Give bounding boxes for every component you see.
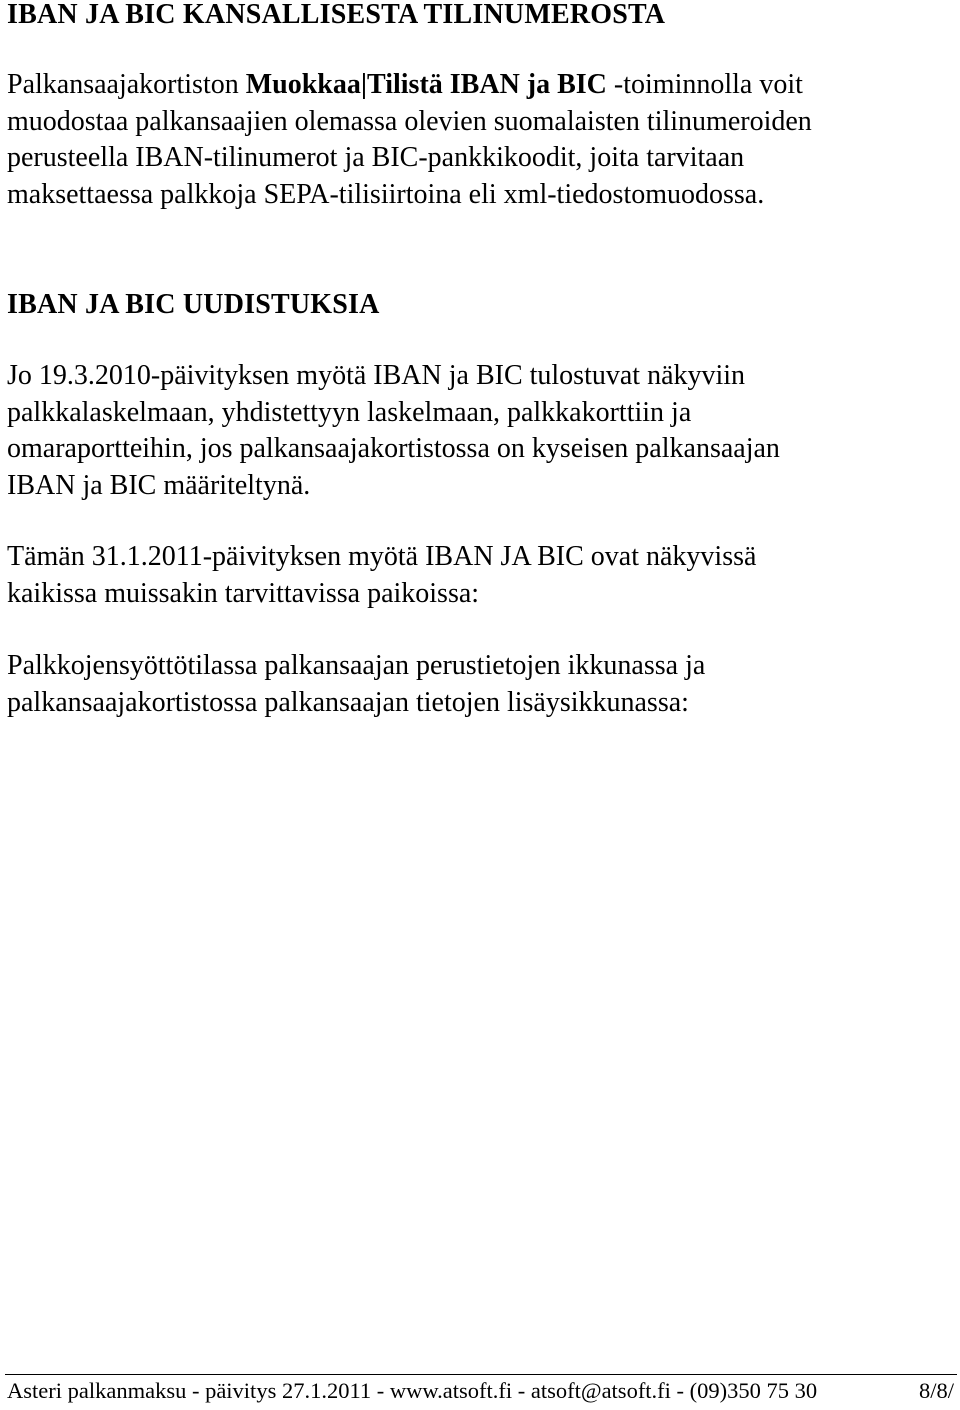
footer-divider: [5, 1374, 957, 1375]
menu-path: Muokkaa|Tilistä IBAN ja BIC: [245, 69, 607, 100]
footer-text: Asteri palkanmaksu - päivitys 27.1.2011 - www.atsoft.fi - atsoft@atsoft.fi - (09)350 75 30: [7, 1378, 818, 1403]
paragraph-line: Tämän 31.1.2011-päivityksen myötä IBAN JA BIC ovat näkyvissä: [7, 541, 757, 572]
intro-text: Palkansaajakortiston: [7, 69, 246, 100]
paragraph-line: Jo 19.3.2010-päivityksen myötä IBAN ja BIC tulostuvat näkyviin: [7, 360, 746, 391]
paragraph-line: kaikissa muissakin tarvittavissa paikoissa:: [7, 577, 480, 609]
page-number: 8/8/: [918, 1378, 954, 1403]
paragraph-line: Palkkojensyöttötilassa palkansaajan perustietojen ikkunassa ja: [7, 650, 706, 681]
paragraph-line: omaraportteihin, jos palkansaajakortistossa on kyseisen palkansaajan: [7, 433, 780, 464]
intro-line-2: muodostaa palkansaajien olemassa olevien suomalaisten tilinumeroiden: [7, 105, 812, 137]
paragraph-line: IBAN ja BIC määriteltynä.: [7, 469, 311, 501]
paragraph-line: palkkalaskelmaan, yhdistettyyn laskelmaan, palkkakorttiin ja: [7, 396, 692, 428]
paragraph-locations: [7, 648, 952, 721]
intro-paragraph: [7, 67, 952, 213]
intro-line-4: maksettaessa palkkoja SEPA-tilisiirtoina eli xml-tiedostomuodossa.: [7, 178, 765, 210]
paragraph-updates-2011: [7, 539, 952, 612]
intro-text: -toiminnolla voit: [606, 69, 803, 100]
section-title: IBAN JA BIC UUDISTUKSIA: [7, 289, 380, 320]
paragraph-line: palkansaajakortistossa palkansaajan tietojen lisäysikkunassa:: [7, 686, 689, 718]
intro-line-3: perusteella IBAN-tilinumerot ja BIC-pankkikoodit, joita tarvitaan: [7, 142, 745, 173]
paragraph-updates-2010: [7, 358, 952, 504]
intro-line-1: [7, 67, 952, 104]
page-title: IBAN JA BIC KANSALLISESTA TILINUMEROSTA: [7, 0, 666, 30]
